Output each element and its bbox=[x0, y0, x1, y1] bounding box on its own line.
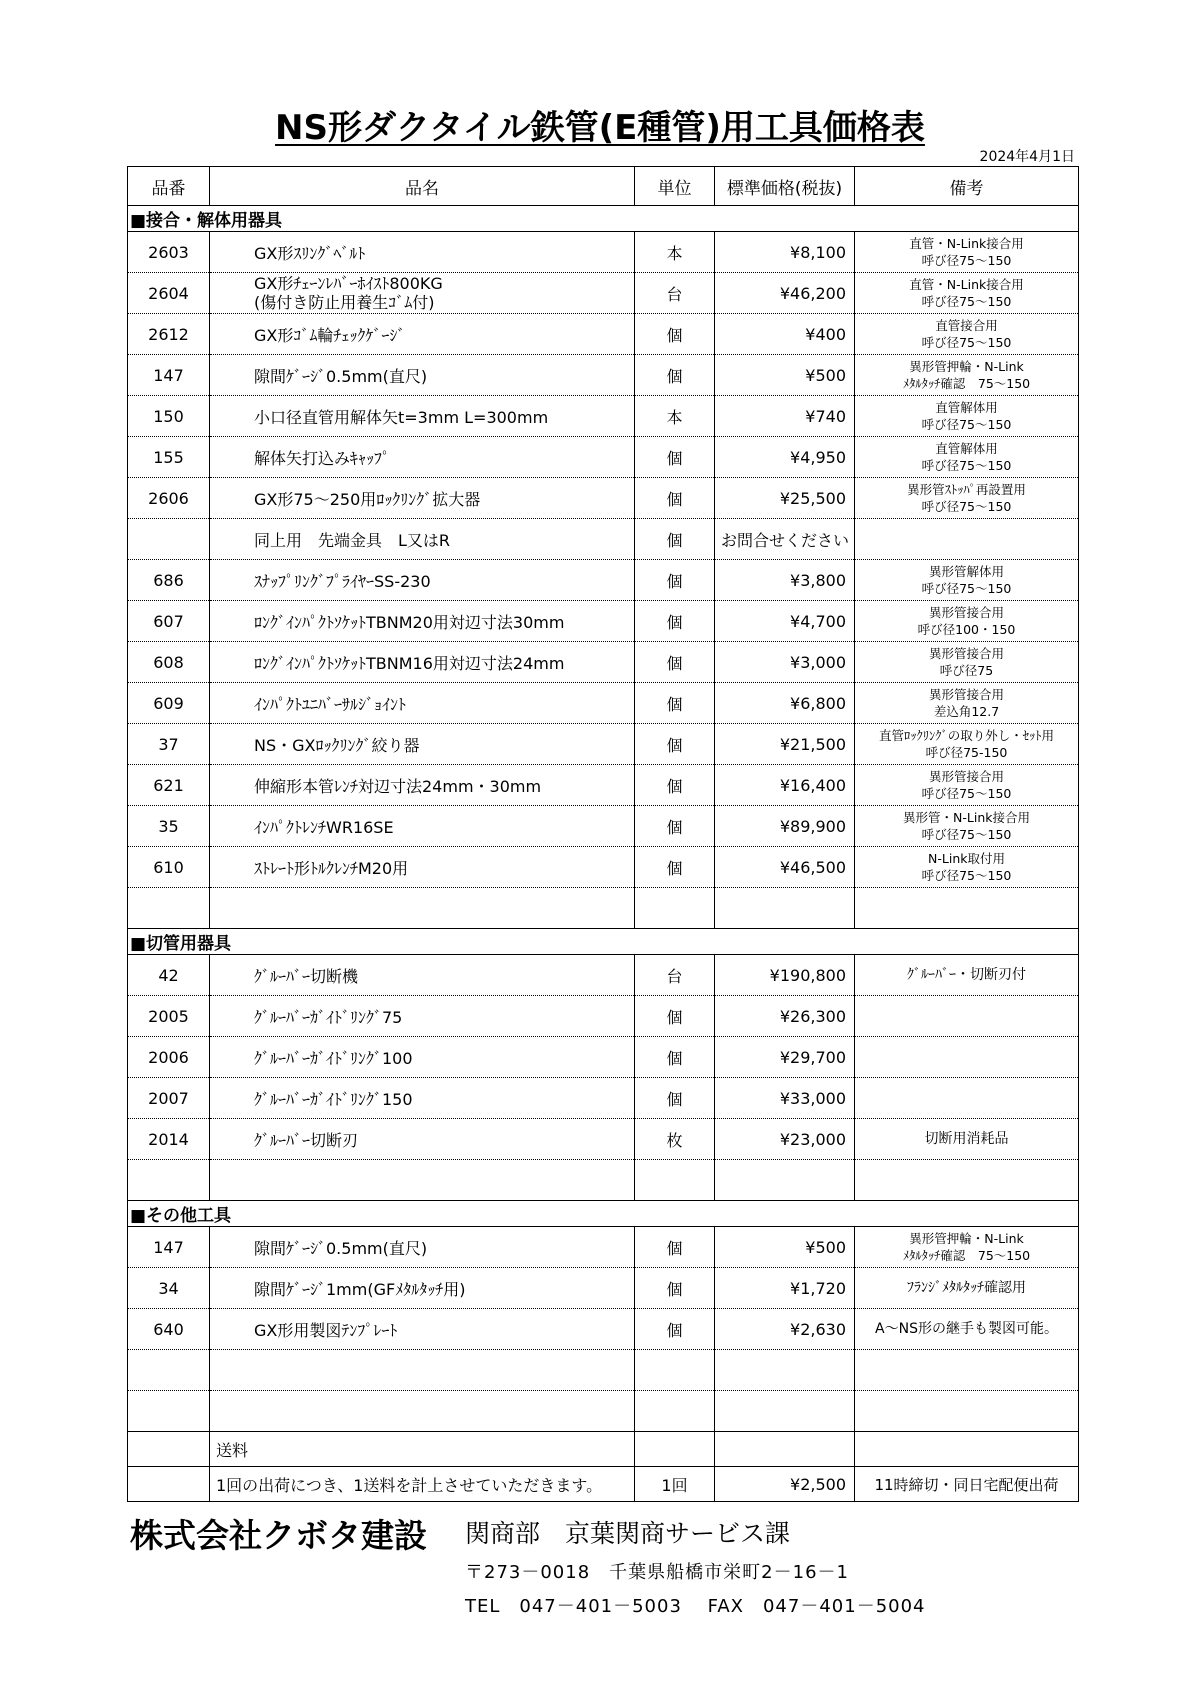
item-price: ¥500 bbox=[715, 355, 855, 396]
item-note bbox=[855, 996, 1079, 1037]
document-title: NS形ダクタイル鉄管(E種管)用工具価格表 bbox=[275, 108, 925, 148]
item-unit: 個 bbox=[635, 519, 715, 560]
item-unit: 個 bbox=[635, 683, 715, 724]
item-code: 2603 bbox=[128, 232, 210, 273]
item-note bbox=[855, 1037, 1079, 1078]
shipping-row bbox=[128, 1467, 1079, 1502]
item-name-text: GX形用製図ﾃﾝﾌﾟﾚｰﾄ bbox=[254, 1320, 398, 1340]
item-note-line: 切断用消耗品 bbox=[924, 1130, 1009, 1147]
item-name bbox=[210, 437, 635, 478]
item-note bbox=[855, 683, 1079, 724]
item-code bbox=[128, 519, 210, 560]
item-name bbox=[210, 478, 635, 519]
blank-cell bbox=[210, 1350, 635, 1391]
item-code: 2606 bbox=[128, 478, 210, 519]
item-note-line: A～NS形の継手も製図可能。 bbox=[875, 1320, 1058, 1337]
blank-cell bbox=[635, 1432, 715, 1467]
item-price: ¥1,720 bbox=[715, 1268, 855, 1309]
item-name bbox=[210, 273, 635, 314]
item-code: 35 bbox=[128, 806, 210, 847]
item-code: 34 bbox=[128, 1268, 210, 1309]
item-note-line: 直管ﾛｯｸﾘﾝｸﾞの取り外し・ｾｯﾄ用 bbox=[878, 728, 1054, 743]
blank-cell bbox=[855, 1160, 1079, 1201]
item-unit: 個 bbox=[635, 996, 715, 1037]
section-title: ■その他工具 bbox=[128, 1201, 1079, 1227]
item-name bbox=[210, 314, 635, 355]
item-note-line: 異形管・N-Link接合用 bbox=[903, 810, 1030, 825]
blank-cell bbox=[855, 1350, 1079, 1391]
company-name: 株式会社クボタ建設 bbox=[130, 1516, 427, 1555]
section-header bbox=[128, 206, 1079, 232]
item-code: 2604 bbox=[128, 273, 210, 314]
item-name bbox=[210, 1078, 635, 1119]
item-note bbox=[855, 642, 1079, 683]
item-note bbox=[855, 765, 1079, 806]
header-note: 備考 bbox=[855, 167, 1079, 206]
item-name bbox=[210, 396, 635, 437]
blank-row bbox=[128, 1160, 1079, 1201]
item-code: 610 bbox=[128, 847, 210, 888]
item-code: 621 bbox=[128, 765, 210, 806]
item-note-line: 呼び径75～150 bbox=[921, 499, 1012, 514]
item-unit: 個 bbox=[635, 1227, 715, 1268]
table-row bbox=[128, 806, 1079, 847]
blank-cell bbox=[210, 1391, 635, 1432]
item-name bbox=[210, 1227, 635, 1268]
item-unit: 個 bbox=[635, 478, 715, 519]
item-name-text: ｸﾞﾙｰﾊﾞｰｶﾞｲﾄﾞﾘﾝｸﾞ100 bbox=[254, 1048, 413, 1068]
item-unit: 台 bbox=[635, 955, 715, 996]
blank-cell bbox=[210, 1160, 635, 1201]
blank-cell bbox=[715, 1160, 855, 1201]
item-price: ¥2,630 bbox=[715, 1309, 855, 1350]
item-name-text: GX形ｽﾘﾝｸﾞﾍﾞﾙﾄ bbox=[254, 243, 366, 263]
item-note bbox=[855, 519, 1079, 560]
item-note-line: 呼び径75～150 bbox=[921, 417, 1012, 432]
item-unit: 個 bbox=[635, 1268, 715, 1309]
item-name-text: ｸﾞﾙｰﾊﾞｰｶﾞｲﾄﾞﾘﾝｸﾞ75 bbox=[254, 1007, 403, 1027]
item-price: お問合せください bbox=[715, 519, 855, 560]
item-note-line: 直管・N-Link接合用 bbox=[909, 236, 1024, 251]
item-note bbox=[855, 847, 1079, 888]
item-note-line: 異形管解体用 bbox=[928, 564, 1004, 579]
item-name-subtext: (傷付き防止用養生ｺﾞﾑ付) bbox=[254, 293, 435, 312]
item-note-line: 直管・N-Link接合用 bbox=[909, 277, 1024, 292]
item-unit: 本 bbox=[635, 232, 715, 273]
item-note-line: 異形管接合用 bbox=[928, 769, 1004, 784]
item-code: 147 bbox=[128, 355, 210, 396]
item-note-line: ﾒﾀﾙﾀｯﾁ確認 75～150 bbox=[902, 1248, 1031, 1263]
item-name bbox=[210, 683, 635, 724]
item-name-text: 小口径直管用解体矢t=3mm L=300mm bbox=[254, 407, 549, 427]
item-code: 2007 bbox=[128, 1078, 210, 1119]
shipping-unit: 1回 bbox=[635, 1467, 715, 1502]
blank-row bbox=[128, 888, 1079, 929]
table-row bbox=[128, 232, 1079, 273]
item-price: ¥4,700 bbox=[715, 601, 855, 642]
item-price: ¥26,300 bbox=[715, 996, 855, 1037]
blank-row bbox=[128, 1350, 1079, 1391]
item-note bbox=[855, 273, 1079, 314]
item-name bbox=[210, 519, 635, 560]
blank-cell bbox=[715, 1391, 855, 1432]
item-price: ¥6,800 bbox=[715, 683, 855, 724]
item-name-text: ｽﾄﾚｰﾄ形ﾄﾙｸﾚﾝﾁM20用 bbox=[254, 858, 409, 878]
item-name bbox=[210, 1309, 635, 1350]
item-note-line: 呼び径75～150 bbox=[921, 253, 1012, 268]
blank-cell bbox=[128, 1432, 210, 1467]
item-note-line: N-Link取付用 bbox=[928, 851, 1005, 866]
item-code: 150 bbox=[128, 396, 210, 437]
item-unit: 個 bbox=[635, 601, 715, 642]
blank-cell bbox=[855, 888, 1079, 929]
blank-cell bbox=[635, 1391, 715, 1432]
table-row bbox=[128, 437, 1079, 478]
item-note-line: 呼び径75～150 bbox=[921, 458, 1012, 473]
table-row bbox=[128, 724, 1079, 765]
item-code: 2006 bbox=[128, 1037, 210, 1078]
item-name bbox=[210, 601, 635, 642]
section-title: ■接合・解体用器具 bbox=[128, 206, 1079, 232]
item-code: 37 bbox=[128, 724, 210, 765]
price-table bbox=[127, 166, 1079, 1502]
item-code: 2005 bbox=[128, 996, 210, 1037]
item-note-line: 異形管押輪・N-Link bbox=[909, 359, 1024, 374]
item-name bbox=[210, 955, 635, 996]
item-note bbox=[855, 1268, 1079, 1309]
table-row bbox=[128, 955, 1079, 996]
table-row bbox=[128, 847, 1079, 888]
item-note bbox=[855, 396, 1079, 437]
table-row bbox=[128, 396, 1079, 437]
item-name bbox=[210, 642, 635, 683]
item-price: ¥190,800 bbox=[715, 955, 855, 996]
item-unit: 個 bbox=[635, 355, 715, 396]
item-unit: 個 bbox=[635, 1078, 715, 1119]
item-note bbox=[855, 806, 1079, 847]
table-row bbox=[128, 1268, 1079, 1309]
item-note-line: 直管解体用 bbox=[935, 441, 998, 456]
blank-cell bbox=[855, 1432, 1079, 1467]
item-note-line: 呼び径75～150 bbox=[921, 294, 1012, 309]
item-price: ¥740 bbox=[715, 396, 855, 437]
item-price: ¥16,400 bbox=[715, 765, 855, 806]
item-unit: 枚 bbox=[635, 1119, 715, 1160]
department: 関商部 京葉関商サービス課 bbox=[465, 1519, 791, 1548]
table-row bbox=[128, 314, 1079, 355]
item-unit: 個 bbox=[635, 560, 715, 601]
table-row bbox=[128, 560, 1079, 601]
table-row bbox=[128, 642, 1079, 683]
shipping-label: 送料 bbox=[210, 1432, 635, 1467]
item-price: ¥33,000 bbox=[715, 1078, 855, 1119]
item-unit: 個 bbox=[635, 314, 715, 355]
item-name bbox=[210, 355, 635, 396]
item-unit: 個 bbox=[635, 437, 715, 478]
item-name-text: GX形ﾁｪｰﾝﾚﾊﾞｰﾎｲｽﾄ800KG bbox=[254, 274, 443, 293]
item-code: 608 bbox=[128, 642, 210, 683]
table-row bbox=[128, 683, 1079, 724]
item-name bbox=[210, 765, 635, 806]
item-note-line: 呼び径75～150 bbox=[921, 335, 1012, 350]
blank-cell bbox=[635, 1160, 715, 1201]
table-row bbox=[128, 1078, 1079, 1119]
item-unit: 本 bbox=[635, 396, 715, 437]
item-code: 640 bbox=[128, 1309, 210, 1350]
item-name bbox=[210, 560, 635, 601]
item-price: ¥400 bbox=[715, 314, 855, 355]
shipping-note: 11時締切・同日宅配便出荷 bbox=[855, 1467, 1079, 1502]
item-name bbox=[210, 806, 635, 847]
item-code: 2612 bbox=[128, 314, 210, 355]
item-name-text: 隙間ｹﾞｰｼﾞ1mm(GFﾒﾀﾙﾀｯﾁ用) bbox=[254, 1279, 466, 1299]
item-code: 609 bbox=[128, 683, 210, 724]
shipping-description: 1回の出荷につき、1送料を計上させていただきます。 bbox=[210, 1467, 635, 1502]
item-note-line: 異形管接合用 bbox=[928, 687, 1004, 702]
item-code: 686 bbox=[128, 560, 210, 601]
item-name-text: 解体矢打込みｷｬｯﾌﾟ bbox=[254, 448, 391, 468]
item-price: ¥46,200 bbox=[715, 273, 855, 314]
item-note-line: ｸﾞﾙｰﾊﾞｰ・切断刃付 bbox=[907, 966, 1026, 983]
item-price: ¥25,500 bbox=[715, 478, 855, 519]
blank-cell bbox=[128, 1160, 210, 1201]
item-note-line: 異形管接合用 bbox=[928, 646, 1004, 661]
section-title: ■切管用器具 bbox=[128, 929, 1079, 955]
section-header bbox=[128, 929, 1079, 955]
issue-date: 2024年4月1日 bbox=[979, 149, 1075, 165]
item-name bbox=[210, 724, 635, 765]
item-name-text: NS・GXﾛｯｸﾘﾝｸﾞ絞り器 bbox=[254, 735, 420, 755]
item-price: ¥500 bbox=[715, 1227, 855, 1268]
item-note bbox=[855, 601, 1079, 642]
table-row bbox=[128, 1119, 1079, 1160]
item-name-text: ｲﾝﾊﾟｸﾄﾚﾝﾁWR16SE bbox=[254, 817, 394, 837]
header-name: 品名 bbox=[210, 167, 635, 206]
item-code: 607 bbox=[128, 601, 210, 642]
table-header-row bbox=[128, 167, 1079, 206]
header-code: 品番 bbox=[128, 167, 210, 206]
item-name-text: ﾛﾝｸﾞｲﾝﾊﾟｸﾄｿｹｯﾄTBNM20用対辺寸法30mm bbox=[254, 612, 565, 632]
item-price: ¥8,100 bbox=[715, 232, 855, 273]
table-row bbox=[128, 519, 1079, 560]
table-row bbox=[128, 601, 1079, 642]
item-name-text: ｸﾞﾙｰﾊﾞｰ切断機 bbox=[254, 966, 359, 986]
item-name bbox=[210, 232, 635, 273]
blank-cell bbox=[855, 1391, 1079, 1432]
item-code: 2014 bbox=[128, 1119, 210, 1160]
item-name bbox=[210, 847, 635, 888]
item-price: ¥21,500 bbox=[715, 724, 855, 765]
item-name-text: 隙間ｹﾞｰｼﾞ0.5mm(直尺) bbox=[254, 366, 428, 386]
item-note-line: 異形管押輪・N-Link bbox=[909, 1231, 1024, 1246]
item-price: ¥3,800 bbox=[715, 560, 855, 601]
item-name bbox=[210, 1037, 635, 1078]
item-unit: 個 bbox=[635, 1309, 715, 1350]
item-note bbox=[855, 1078, 1079, 1119]
item-code: 147 bbox=[128, 1227, 210, 1268]
item-unit: 台 bbox=[635, 273, 715, 314]
blank-cell bbox=[128, 888, 210, 929]
item-price: ¥23,000 bbox=[715, 1119, 855, 1160]
item-unit: 個 bbox=[635, 642, 715, 683]
item-note-line: 呼び径75～150 bbox=[921, 786, 1012, 801]
blank-cell bbox=[635, 1350, 715, 1391]
item-code: 42 bbox=[128, 955, 210, 996]
blank-cell bbox=[128, 1350, 210, 1391]
item-note-line: ﾌﾗﾝｼﾞﾒﾀﾙﾀｯﾁ確認用 bbox=[907, 1279, 1026, 1296]
address: 〒273－0018 千葉県船橋市栄町2－16－1 bbox=[465, 1562, 849, 1583]
item-name-text: ｽﾅｯﾌﾟﾘﾝｸﾞﾌﾟﾗｲﾔｰSS-230 bbox=[254, 571, 431, 591]
item-note-line: 異形管ｽﾄｯﾊﾟ再設置用 bbox=[907, 482, 1026, 497]
item-name-text: ｸﾞﾙｰﾊﾞｰ切断刃 bbox=[254, 1130, 359, 1150]
item-note-line: 直管解体用 bbox=[935, 400, 998, 415]
item-note-line: 直管接合用 bbox=[935, 318, 998, 333]
item-name bbox=[210, 1268, 635, 1309]
item-unit: 個 bbox=[635, 724, 715, 765]
table-row bbox=[128, 1037, 1079, 1078]
shipping-price: ¥2,500 bbox=[715, 1467, 855, 1502]
table-row bbox=[128, 273, 1079, 314]
table-row bbox=[128, 355, 1079, 396]
item-note bbox=[855, 1227, 1079, 1268]
item-note-line: 呼び径75～150 bbox=[921, 827, 1012, 842]
item-note bbox=[855, 437, 1079, 478]
item-note-line: 呼び径75～150 bbox=[921, 581, 1012, 596]
blank-cell bbox=[715, 888, 855, 929]
item-note-line: 呼び径100・150 bbox=[917, 622, 1016, 637]
item-code: 155 bbox=[128, 437, 210, 478]
blank-cell bbox=[715, 1432, 855, 1467]
item-name-text: GX形75～250用ﾛｯｸﾘﾝｸﾞ拡大器 bbox=[254, 489, 481, 509]
item-price: ¥3,000 bbox=[715, 642, 855, 683]
item-name-text: 伸縮形本管ﾚﾝﾁ対辺寸法24mm・30mm bbox=[254, 776, 542, 796]
item-unit: 個 bbox=[635, 765, 715, 806]
item-note bbox=[855, 314, 1079, 355]
table-row bbox=[128, 1309, 1079, 1350]
table-row bbox=[128, 996, 1079, 1037]
item-note-line: 差込角12.7 bbox=[933, 704, 1000, 719]
item-name-text: 同上用 先端金具 L又はR bbox=[254, 530, 451, 550]
item-name-text: 隙間ｹﾞｰｼﾞ0.5mm(直尺) bbox=[254, 1238, 428, 1258]
item-name-text: ｲﾝﾊﾟｸﾄﾕﾆﾊﾞｰｻﾙｼﾞｮｲﾝﾄ bbox=[254, 694, 407, 714]
blank-cell bbox=[635, 888, 715, 929]
item-note-line: 呼び径75-150 bbox=[925, 745, 1008, 760]
section-header bbox=[128, 1201, 1079, 1227]
blank-row bbox=[128, 1391, 1079, 1432]
item-unit: 個 bbox=[635, 1037, 715, 1078]
table-row bbox=[128, 765, 1079, 806]
shipping-label-row bbox=[128, 1432, 1079, 1467]
item-note bbox=[855, 1309, 1079, 1350]
item-price: ¥4,950 bbox=[715, 437, 855, 478]
item-price: ¥46,500 bbox=[715, 847, 855, 888]
item-note bbox=[855, 232, 1079, 273]
table-row bbox=[128, 478, 1079, 519]
item-note-line: 異形管接合用 bbox=[928, 605, 1004, 620]
item-unit: 個 bbox=[635, 847, 715, 888]
item-name bbox=[210, 1119, 635, 1160]
item-note-line: ﾒﾀﾙﾀｯﾁ確認 75～150 bbox=[902, 376, 1031, 391]
blank-cell bbox=[128, 1391, 210, 1432]
item-note bbox=[855, 478, 1079, 519]
item-price: ¥89,900 bbox=[715, 806, 855, 847]
item-note bbox=[855, 560, 1079, 601]
item-name-text: GX形ｺﾞﾑ輪ﾁｪｯｸｹﾞｰｼﾞ bbox=[254, 325, 406, 345]
item-note bbox=[855, 724, 1079, 765]
item-name-text: ｸﾞﾙｰﾊﾞｰｶﾞｲﾄﾞﾘﾝｸﾞ150 bbox=[254, 1089, 413, 1109]
item-name-text: ﾛﾝｸﾞｲﾝﾊﾟｸﾄｿｹｯﾄTBNM16用対辺寸法24mm bbox=[254, 653, 565, 673]
item-unit: 個 bbox=[635, 806, 715, 847]
blank-cell bbox=[715, 1350, 855, 1391]
item-note-line: 呼び径75～150 bbox=[921, 868, 1012, 883]
header-unit: 単位 bbox=[635, 167, 715, 206]
item-name bbox=[210, 996, 635, 1037]
item-note bbox=[855, 355, 1079, 396]
blank-cell bbox=[210, 888, 635, 929]
header-price: 標準価格(税抜) bbox=[715, 167, 855, 206]
blank-cell bbox=[128, 1467, 210, 1502]
item-note bbox=[855, 1119, 1079, 1160]
item-note-line: 呼び径75 bbox=[939, 663, 994, 678]
table-row bbox=[128, 1227, 1079, 1268]
phone-fax: TEL 047－401－5003 FAX 047－401－5004 bbox=[465, 1596, 926, 1617]
item-note bbox=[855, 955, 1079, 996]
item-price: ¥29,700 bbox=[715, 1037, 855, 1078]
